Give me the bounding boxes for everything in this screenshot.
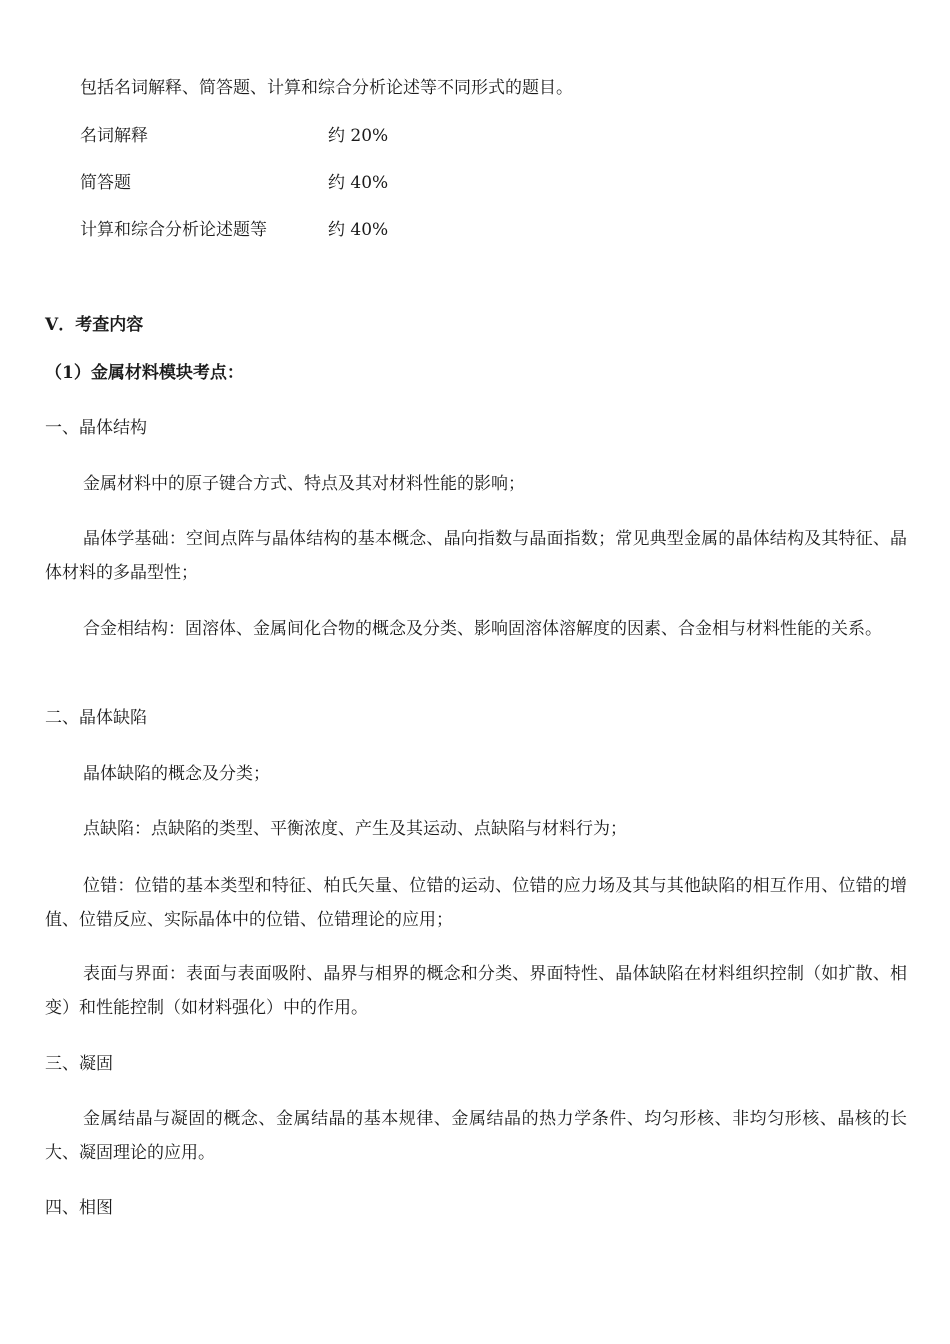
topic-paragraph: 金属结晶与凝固的概念、金属结晶的基本规律、金属结晶的热力学条件、均匀形核、非均匀形核、晶核的长大、凝固理论的应用。 (45, 1109, 907, 1163)
topic-title: 四、相图 (45, 1198, 113, 1218)
question-type-label: 名词解释 (80, 126, 148, 146)
question-type-value: 约 40% (328, 220, 389, 240)
topic-paragraph: 表面与界面：表面与表面吸附、晶界与相界的概念和分类、界面特性、晶体缺陷在材料组织控制（如扩散、相变）和性能控制（如材料强化）中的作用。 (45, 964, 907, 1018)
intro-text: 包括名词解释、简答题、计算和综合分析论述等不同形式的题目。 (80, 78, 573, 98)
topic-title: 三、凝固 (45, 1054, 113, 1074)
question-type-value: 约 20% (328, 126, 389, 146)
question-type-label: 计算和综合分析论述题等 (80, 220, 267, 240)
question-type-value: 约 40% (328, 173, 389, 193)
module-heading: （1）金属材料模块考点： (45, 363, 244, 383)
topic-paragraph: 合金相结构：固溶体、金属间化合物的概念及分类、影响固溶体溶解度的因素、合金相与材料性能的关系。 (83, 619, 882, 639)
topic-paragraph: 金属材料中的原子键合方式、特点及其对材料性能的影响； (83, 474, 525, 494)
question-type-row (80, 125, 480, 147)
topic-title: 二、晶体缺陷 (45, 708, 147, 728)
section-heading: V．考查内容 (45, 315, 144, 335)
topic-paragraph: 位错：位错的基本类型和特征、柏氏矢量、位错的运动、位错的应力场及其与其他缺陷的相互作用、位错的增值、位错反应、实际晶体中的位错、位错理论的应用； (45, 876, 907, 930)
topic-paragraph: 晶体缺陷的概念及分类； (83, 764, 270, 784)
topic-title: 一、晶体结构 (45, 418, 147, 438)
question-type-row (80, 172, 480, 194)
topic-paragraph: 晶体学基础：空间点阵与晶体结构的基本概念、晶向指数与晶面指数；常见典型金属的晶体结构及其特征、晶体材料的多晶型性； (45, 529, 907, 583)
question-type-label: 简答题 (80, 173, 131, 193)
question-type-row (80, 219, 480, 241)
topic-paragraph: 点缺陷：点缺陷的类型、平衡浓度、产生及其运动、点缺陷与材料行为； (83, 819, 627, 839)
